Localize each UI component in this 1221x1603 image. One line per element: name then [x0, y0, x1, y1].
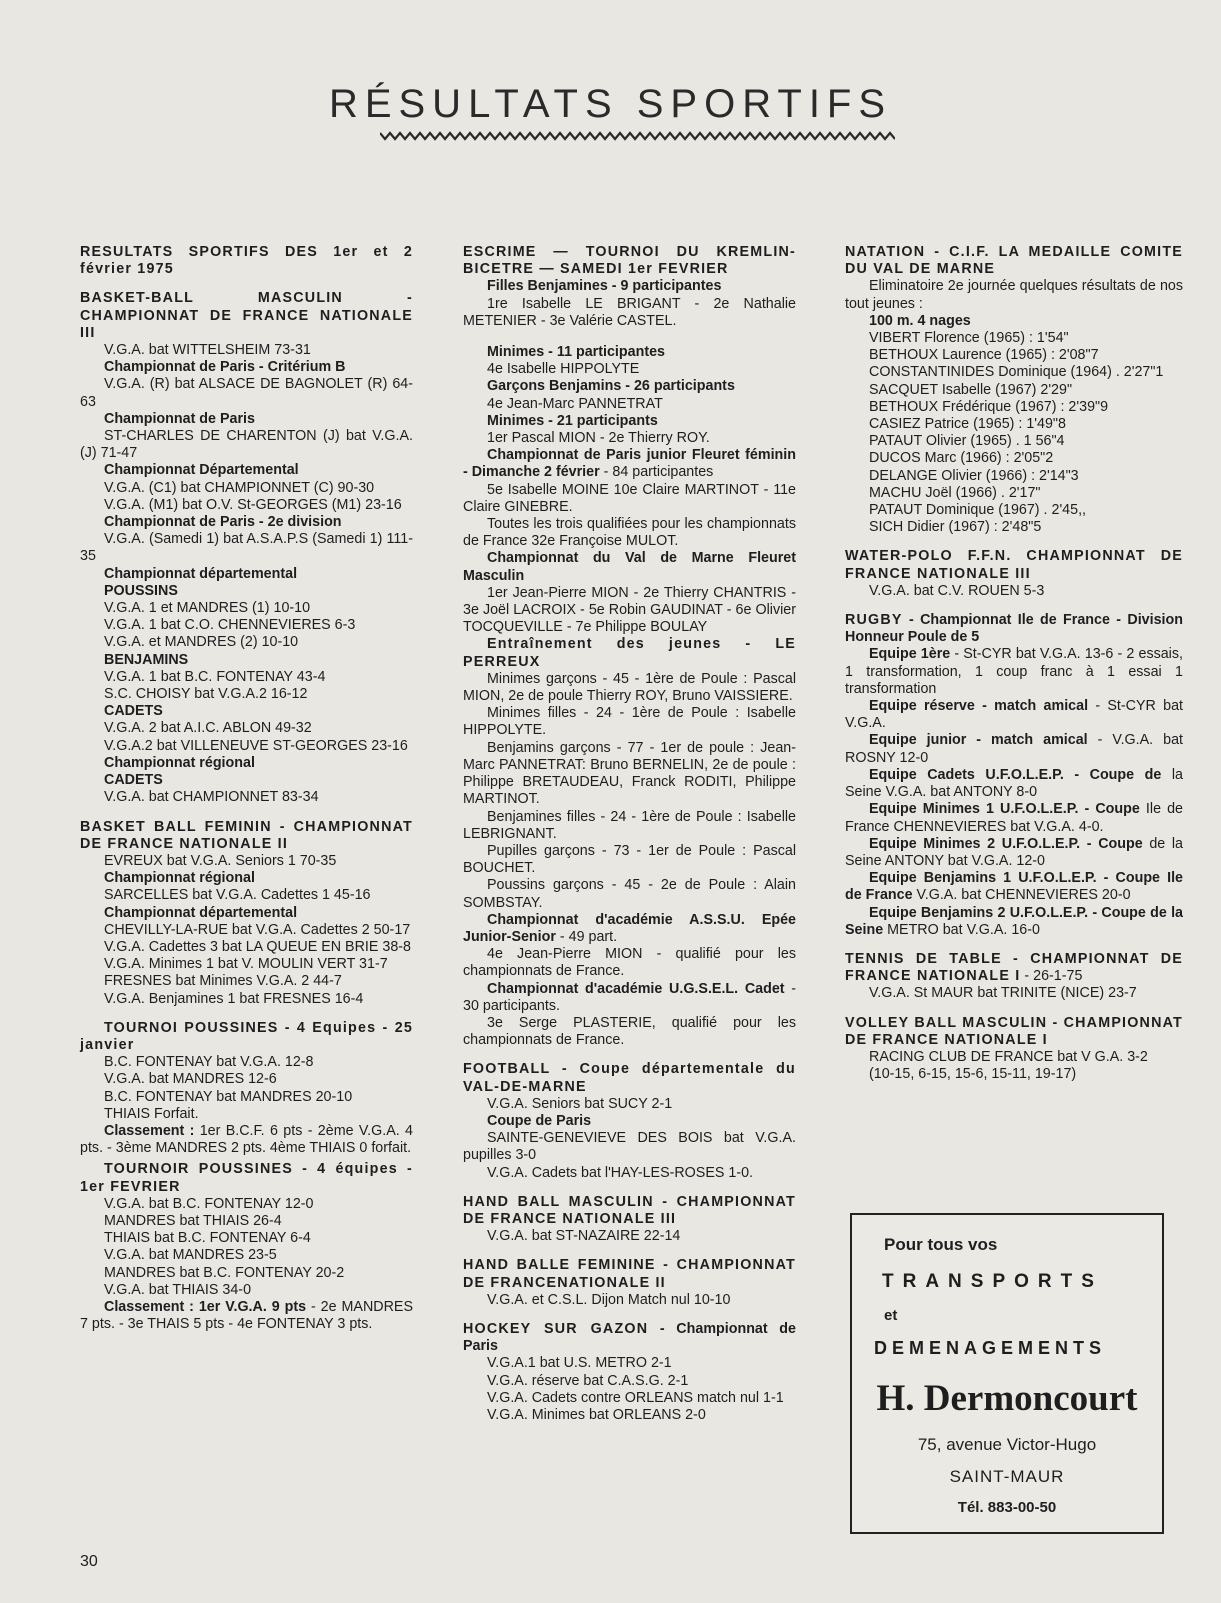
rugby-team: [845, 905, 1183, 939]
result-line: V.G.A. (C1) bat CHAMPIONNET (C) 90-30: [104, 479, 375, 496]
result-line: THIAIS bat B.C. FONTENAY 6-4: [104, 1230, 311, 1247]
result-line: V.G.A. Seniors bat SUCY 2-1: [487, 1095, 673, 1112]
subheading: BENJAMINS: [104, 651, 189, 668]
section-heading: ESCRIME — TOURNOI DU KREMLIN-BICETRE — SAMEDI 1er FEVRIER: [463, 244, 796, 278]
ad-city: SAINT-MAUR: [949, 1467, 1065, 1486]
result-line: SICH Didier (1967) : 2'48"5: [869, 519, 1042, 536]
rugby-team: [845, 870, 1183, 904]
subheading: Garçons Benjamins - 26 participants: [487, 378, 735, 395]
section-heading: [845, 612, 1183, 646]
result-line: V.G.A. (M1) bat O.V. St-GEORGES (M1) 23-16: [104, 496, 402, 513]
section-heading: BASKET BALL FEMININ - CHAMPIONNAT DE FRANCE NATIONALE II: [80, 818, 413, 852]
result-line: 3e Serge PLASTERIE, qualifié pour les championnats de France.: [463, 1014, 796, 1049]
ad-company-name: H. Dermoncourt: [876, 1378, 1138, 1419]
section-heading-main: TENNIS DE TABLE - CHAMPIONNAT DE FRANCE NATIONALE I: [845, 950, 1183, 985]
subheading-junior: [463, 447, 796, 481]
section-natation: [845, 244, 1183, 536]
subheading: 100 m. 4 nages: [869, 312, 971, 329]
team-label: Equipe Minimes 2 U.F.O.L.E.P. - Coupe: [869, 835, 1143, 852]
section-hockey: [463, 1321, 796, 1424]
result-line: 1re Isabelle LE BRIGANT - 2e Nathalie METENIER - 3e Valérie CASTEL.: [463, 295, 796, 329]
team-label: Equipe réserve - match amical: [869, 698, 1089, 715]
team-result: METRO bat V.G.A. 16-0: [883, 921, 1040, 938]
result-line: MACHU Joël (1966) . 2'17": [869, 484, 1041, 501]
subheading: Championnat départemental: [104, 904, 298, 921]
section-heading: TOURNOI POUSSINES - 4 Equipes - 25 janvier: [80, 1019, 413, 1053]
result-line: B.C. FONTENAY bat V.G.A. 12-8: [104, 1054, 314, 1071]
result-line: 4e Jean-Pierre MION - qualifié pour les championnats de France.: [463, 946, 796, 980]
section-hand-feminine: [463, 1257, 796, 1309]
section-basket-feminin: [80, 819, 413, 1008]
subheading: Championnat du Val de Marne Fleuret Masculin: [463, 550, 796, 584]
section-football: [463, 1061, 796, 1181]
result-line: BETHOUX Laurence (1965) : 2'08"7: [869, 347, 1099, 364]
result-line: V.G.A. bat MANDRES 23-5: [104, 1247, 277, 1264]
page-title: RÉSULTATS SPORTIFS: [328, 82, 893, 126]
section-basket-masculin: [80, 290, 413, 806]
team-result: - St-CYR bat V.G.A. 13-6 - 2 essais, 1 transformation, 1 coup franc à 1 essai 1 transformation: [845, 646, 1183, 697]
rugby-team: [845, 698, 1183, 732]
result-line: V.G.A. Cadets bat l'HAY-LES-ROSES 1-0.: [487, 1164, 754, 1181]
result-line: Pupilles garçons - 73 - 1er de Poule : Pascal BOUCHET.: [463, 842, 796, 877]
result-line: V.G.A. bat WITTELSHEIM 73-31: [104, 342, 311, 359]
section-heading: [463, 1321, 796, 1355]
subheading: CADETS: [104, 772, 163, 789]
result-line: CASIEZ Patrice (1965) : 1'49"8: [869, 416, 1066, 433]
section-heading: NATATION - C.I.F. LA MEDAILLE COMITE DU VAL DE MARNE: [845, 244, 1183, 278]
result-line: Toutes les trois qualifiées pour les championnats de France 32e Françoise MULOT.: [463, 516, 796, 550]
result-line: Benjamins garçons - 77 - 1er de poule : Jean-Marc PANNETRAT: Bruno BERNELIN, 2e de poule : Philippe BRETAUDEAU, Franck RODITI, Philippe MARTINOT.: [463, 739, 796, 808]
result-line: 1er Jean-Pierre MION - 2e Thierry CHANTRIS - 3e Joël LACROIX - 5e Robin GAUDINAT - 6e Olivier TOCQUEVILLE - 7e Philippe BOULAY: [463, 584, 796, 636]
section-heading-main: RUGBY: [845, 612, 903, 629]
subheading: Championnat d'académie A.S.S.U. Epée Junior-Senior: [463, 911, 796, 945]
ranking-text: - 2e MANDRES 7 pts. - 3e THAIS 5 pts - 4e FONTENAY 3 pts.: [80, 1298, 413, 1333]
subheading: Coupe de Paris: [487, 1112, 592, 1129]
result-line: CONSTANTINIDES Dominique (1964) . 2'27"1: [869, 364, 1164, 381]
subheading: Championnat de Paris - Critérium B: [104, 359, 346, 376]
subheading: Filles Benjamines - 9 participantes: [487, 278, 722, 295]
result-line: V.G.A. St MAUR bat TRINITE (NICE) 23-7: [869, 985, 1137, 1002]
result-line: V.G.A. bat C.V. ROUEN 5-3: [869, 582, 1045, 599]
result-line: V.G.A. bat B.C. FONTENAY 12-0: [104, 1195, 314, 1212]
ranking-label: Classement : 1er V.G.A. 9 pts: [104, 1298, 307, 1315]
subheading: Minimes - 11 participantes: [487, 344, 665, 361]
result-line: DUCOS Marc (1966) : 2'05"2: [869, 450, 1054, 467]
result-line: (10-15, 6-15, 15-6, 15-11, 19-17): [869, 1066, 1077, 1083]
result-line: PATAUT Olivier (1965) . 1 56"4: [869, 433, 1065, 450]
section-heading-rest: - 26-1-75: [1020, 968, 1083, 985]
subheading: POUSSINS: [104, 582, 178, 599]
subheading: Championnat de Paris junior Fleuret féminin - Dimanche 2 février: [463, 447, 796, 481]
result-line: SAINTE-GENEVIEVE DES BOIS bat V.G.A. pupilles 3-0: [463, 1130, 796, 1164]
section-escrime: [463, 244, 796, 1049]
result-line: B.C. FONTENAY bat MANDRES 20-10: [104, 1088, 353, 1105]
ranking-label: Classement :: [104, 1122, 195, 1139]
subheading: Championnat régional: [104, 870, 255, 887]
result-line: ST-CHARLES DE CHARENTON (J) bat V.G.A. (J) 71-47: [80, 428, 413, 462]
ad-demenagements: DEMENAGEMENTS: [874, 1338, 1107, 1358]
section-hand-masculin: [463, 1194, 796, 1246]
subheading: Championnat Départemental: [104, 462, 299, 479]
ranking: [80, 1299, 413, 1333]
section-heading: WATER-POLO F.F.N. CHAMPIONNAT DE FRANCE NATIONALE III: [845, 548, 1183, 582]
ad-phone: Tél. 883-00-50: [957, 1499, 1057, 1516]
section-heading: VOLLEY BALL MASCULIN - CHAMPIONNAT DE FRANCE NATIONALE I: [845, 1014, 1183, 1048]
team-result: de la Seine ANTONY bat V.G.A. 12-0: [845, 835, 1183, 869]
result-line: V.G.A. 1 bat B.C. FONTENAY 43-4: [104, 668, 326, 685]
result-line: V.G.A. Cadets contre ORLEANS match nul 1-1: [487, 1389, 784, 1406]
result-line: EVREUX bat V.G.A. Seniors 1 70-35: [104, 852, 337, 869]
result-line: V.G.A. 2 bat A.I.C. ABLON 49-32: [104, 720, 312, 737]
rugby-team: [845, 767, 1183, 801]
column-2: [463, 244, 796, 1436]
subheading-ugsel: [463, 981, 796, 1015]
result-line: V.G.A. 1 bat C.O. CHENNEVIERES 6-3: [104, 617, 356, 634]
intro-heading: RESULTATS SPORTIFS DES 1er et 2 février 1975: [80, 244, 413, 278]
section-heading: HAND BALLE FEMININE - CHAMPIONNAT DE FRANCENATIONALE II: [463, 1257, 796, 1291]
subheading-assu: [463, 912, 796, 946]
result-line: THIAIS Forfait.: [104, 1105, 199, 1122]
result-line: DELANGE Olivier (1966) : 2'14"3: [869, 467, 1079, 484]
team-label: Equipe Benjamins 2 U.F.O.L.E.P. - Coupe de la Seine: [845, 904, 1183, 938]
section-volley: [845, 1015, 1183, 1084]
result-line: V.G.A. et C.S.L. Dijon Match nul 10-10: [487, 1291, 731, 1308]
team-result: V.G.A. bat CHENNEVIERES 20-0: [912, 887, 1131, 904]
subheading: Championnat régional: [104, 754, 255, 771]
subheading-rest: - 49 part.: [555, 928, 618, 945]
rugby-team: [845, 646, 1183, 698]
section-tournoi-25-janvier: [80, 1020, 413, 1158]
page-number: 30: [80, 1553, 98, 1570]
subheading: Minimes - 21 participants: [487, 412, 658, 429]
rugby-team: [845, 836, 1183, 870]
rugby-team: [845, 801, 1183, 835]
result-line: 5e Isabelle MOINE 10e Claire MARTINOT - 11e Claire GINEBRE.: [463, 481, 796, 515]
subheading: CADETS: [104, 703, 163, 720]
result-line: V.G.A. bat THIAIS 34-0: [104, 1281, 252, 1298]
result-line: V.G.A. Minimes bat ORLEANS 2-0: [487, 1407, 706, 1423]
section-heading: [845, 951, 1183, 985]
ad-tagline: Pour tous vos: [884, 1235, 998, 1254]
subheading: Championnat de Paris - 2e division: [104, 514, 342, 531]
team-label: Equipe Benjamins 1 U.F.O.L.E.P. - Coupe Ile de France: [845, 870, 1183, 904]
result-line: V.G.A. Cadettes 3 bat LA QUEUE EN BRIE 38-8: [104, 938, 412, 955]
ranking: [80, 1123, 413, 1157]
result-line: SACQUET Isabelle (1967) 2'29": [869, 381, 1073, 398]
result-line: BETHOUX Frédérique (1967) : 2'39"9: [869, 398, 1109, 415]
ad-address: 75, avenue Victor-Hugo: [917, 1435, 1097, 1454]
result-line: S.C. CHOISY bat V.G.A.2 16-12: [104, 686, 308, 703]
section-heading: TOURNOIR POUSSINES - 4 équipes - 1er FEVRIER: [80, 1161, 413, 1195]
subheading: Championnat de Paris: [104, 410, 255, 427]
ad-transports: TRANSPORTS: [882, 1271, 1103, 1292]
result-line: MANDRES bat THIAIS 26-4: [104, 1212, 282, 1229]
result-line: 1er Pascal MION - 2e Thierry ROY.: [487, 430, 710, 447]
result-line: V.G.A. réserve bat C.A.S.G. 2-1: [487, 1372, 689, 1389]
result-line: V.G.A. bat ST-NAZAIRE 22-14: [487, 1228, 681, 1245]
section-heading: FOOTBALL - Coupe départementale du VAL-DE-MARNE: [463, 1061, 796, 1095]
section-heading-main: HOCKEY SUR GAZON: [463, 1320, 649, 1337]
intro-line: Eliminatoire 2e journée quelques résultats de nos tout jeunes :: [845, 278, 1183, 312]
result-line: FRESNES bat Minimes V.G.A. 2 44-7: [104, 973, 342, 990]
section-heading: HAND BALL MASCULIN - CHAMPIONNAT DE FRANCE NATIONALE III: [463, 1193, 796, 1227]
result-line: V.G.A. Minimes 1 bat V. MOULIN VERT 31-7: [104, 956, 388, 973]
subheading-rest: - 84 participantes: [599, 464, 714, 481]
result-line: RACING CLUB DE FRANCE bat V G.A. 3-2: [869, 1048, 1148, 1065]
result-line: V.G.A. bat CHAMPIONNET 83-34: [104, 789, 319, 806]
result-line: V.G.A. Benjamines 1 bat FRESNES 16-4: [104, 990, 364, 1007]
team-result: - St-CYR bat V.G.A.: [845, 698, 1183, 732]
section-heading-rest: - Championnat Ile de France - Division Honneur Poule de 5: [845, 612, 1183, 646]
team-label: Equipe junior - match amical: [869, 732, 1088, 749]
team-result: - V.G.A. bat ROSNY 12-0: [845, 732, 1183, 766]
ad-and: et: [884, 1307, 898, 1324]
subheading: Entraînement des jeunes - LE PERREUX: [463, 636, 796, 670]
team-result: Ile de France CHENNEVIERES bat V.G.A. 4-0.: [845, 801, 1184, 835]
section-heading: BASKET-BALL MASCULIN - CHAMPIONNAT DE FRANCE NATIONALE III: [80, 290, 413, 341]
team-label: Equipe Minimes 1 U.F.O.L.E.P. - Coupe: [869, 801, 1140, 818]
result-line: SARCELLES bat V.G.A. Cadettes 1 45-16: [104, 887, 371, 904]
result-line: MANDRES bat B.C. FONTENAY 20-2: [104, 1264, 345, 1281]
column-1: [80, 244, 413, 1333]
subheading: Championnat départemental: [104, 565, 298, 582]
section-water-polo: [845, 548, 1183, 600]
result-line: V.G.A. et MANDRES (2) 10-10: [104, 634, 299, 651]
result-line: V.G.A.1 bat U.S. METRO 2-1: [487, 1355, 672, 1372]
result-line: Benjamines filles - 24 - 1ère de Poule : Isabelle LEBRIGNANT.: [463, 808, 796, 842]
subheading: Championnat d'académie U.G.S.E.L. Cadet: [487, 980, 785, 997]
result-line: Minimes filles - 24 - 1ère de Poule : Isabelle HIPPOLYTE.: [463, 705, 796, 739]
result-line: Minimes garçons - 45 - 1ère de Poule : Pascal MION, 2e de poule Thierry ROY, Bruno VAISSIERE.: [463, 670, 796, 705]
result-line: 4e Isabelle HIPPOLYTE: [487, 361, 640, 378]
result-line: V.G.A. (R) bat ALSACE DE BAGNOLET (R) 64-63: [80, 376, 413, 410]
result-line: V.G.A. bat MANDRES 12-6: [104, 1071, 277, 1088]
advertisement-box: [850, 1213, 1164, 1534]
result-line: V.G.A.2 bat VILLENEUVE ST-GEORGES 23-16: [104, 737, 408, 754]
result-line: PATAUT Dominique (1967) . 2'45,,: [869, 502, 1087, 519]
section-tennis-de-table: [845, 951, 1183, 1003]
section-rugby: [845, 612, 1183, 939]
result-line: 4e Jean-Marc PANNETRAT: [487, 395, 663, 412]
ranking-text: 1er B.C.F. 6 pts - 2ème V.G.A. 4 pts. - 3ème MANDRES 2 pts. 4ème THIAIS 0 forfait.: [80, 1122, 413, 1157]
team-label: Equipe 1ère: [869, 646, 951, 663]
rugby-team: [845, 732, 1183, 766]
section-tournoi-1er-fevrier: [80, 1161, 413, 1333]
result-line: V.G.A. 1 et MANDRES (1) 10-10: [104, 600, 311, 617]
result-line: Poussins garçons - 45 - 2e de Poule : Alain SOMBSTAY.: [463, 877, 796, 911]
result-line: V.G.A. (Samedi 1) bat A.S.A.P.S (Samedi 1) 111-35: [80, 531, 413, 565]
section-heading-rest: - Championnat de Paris: [463, 1320, 796, 1355]
column-3: [845, 244, 1183, 1095]
subheading-rest: - 30 participants.: [463, 980, 796, 1014]
team-label: Equipe Cadets U.F.O.L.E.P. - Coupe de: [869, 766, 1162, 783]
zigzag-divider: [380, 130, 895, 142]
result-line: CHEVILLY-LA-RUE bat V.G.A. Cadettes 2 50-17: [104, 921, 411, 938]
team-result: la Seine V.G.A. bat ANTONY 8-0: [845, 766, 1183, 801]
result-line: VIBERT Florence (1965) : 1'54": [869, 330, 1069, 347]
